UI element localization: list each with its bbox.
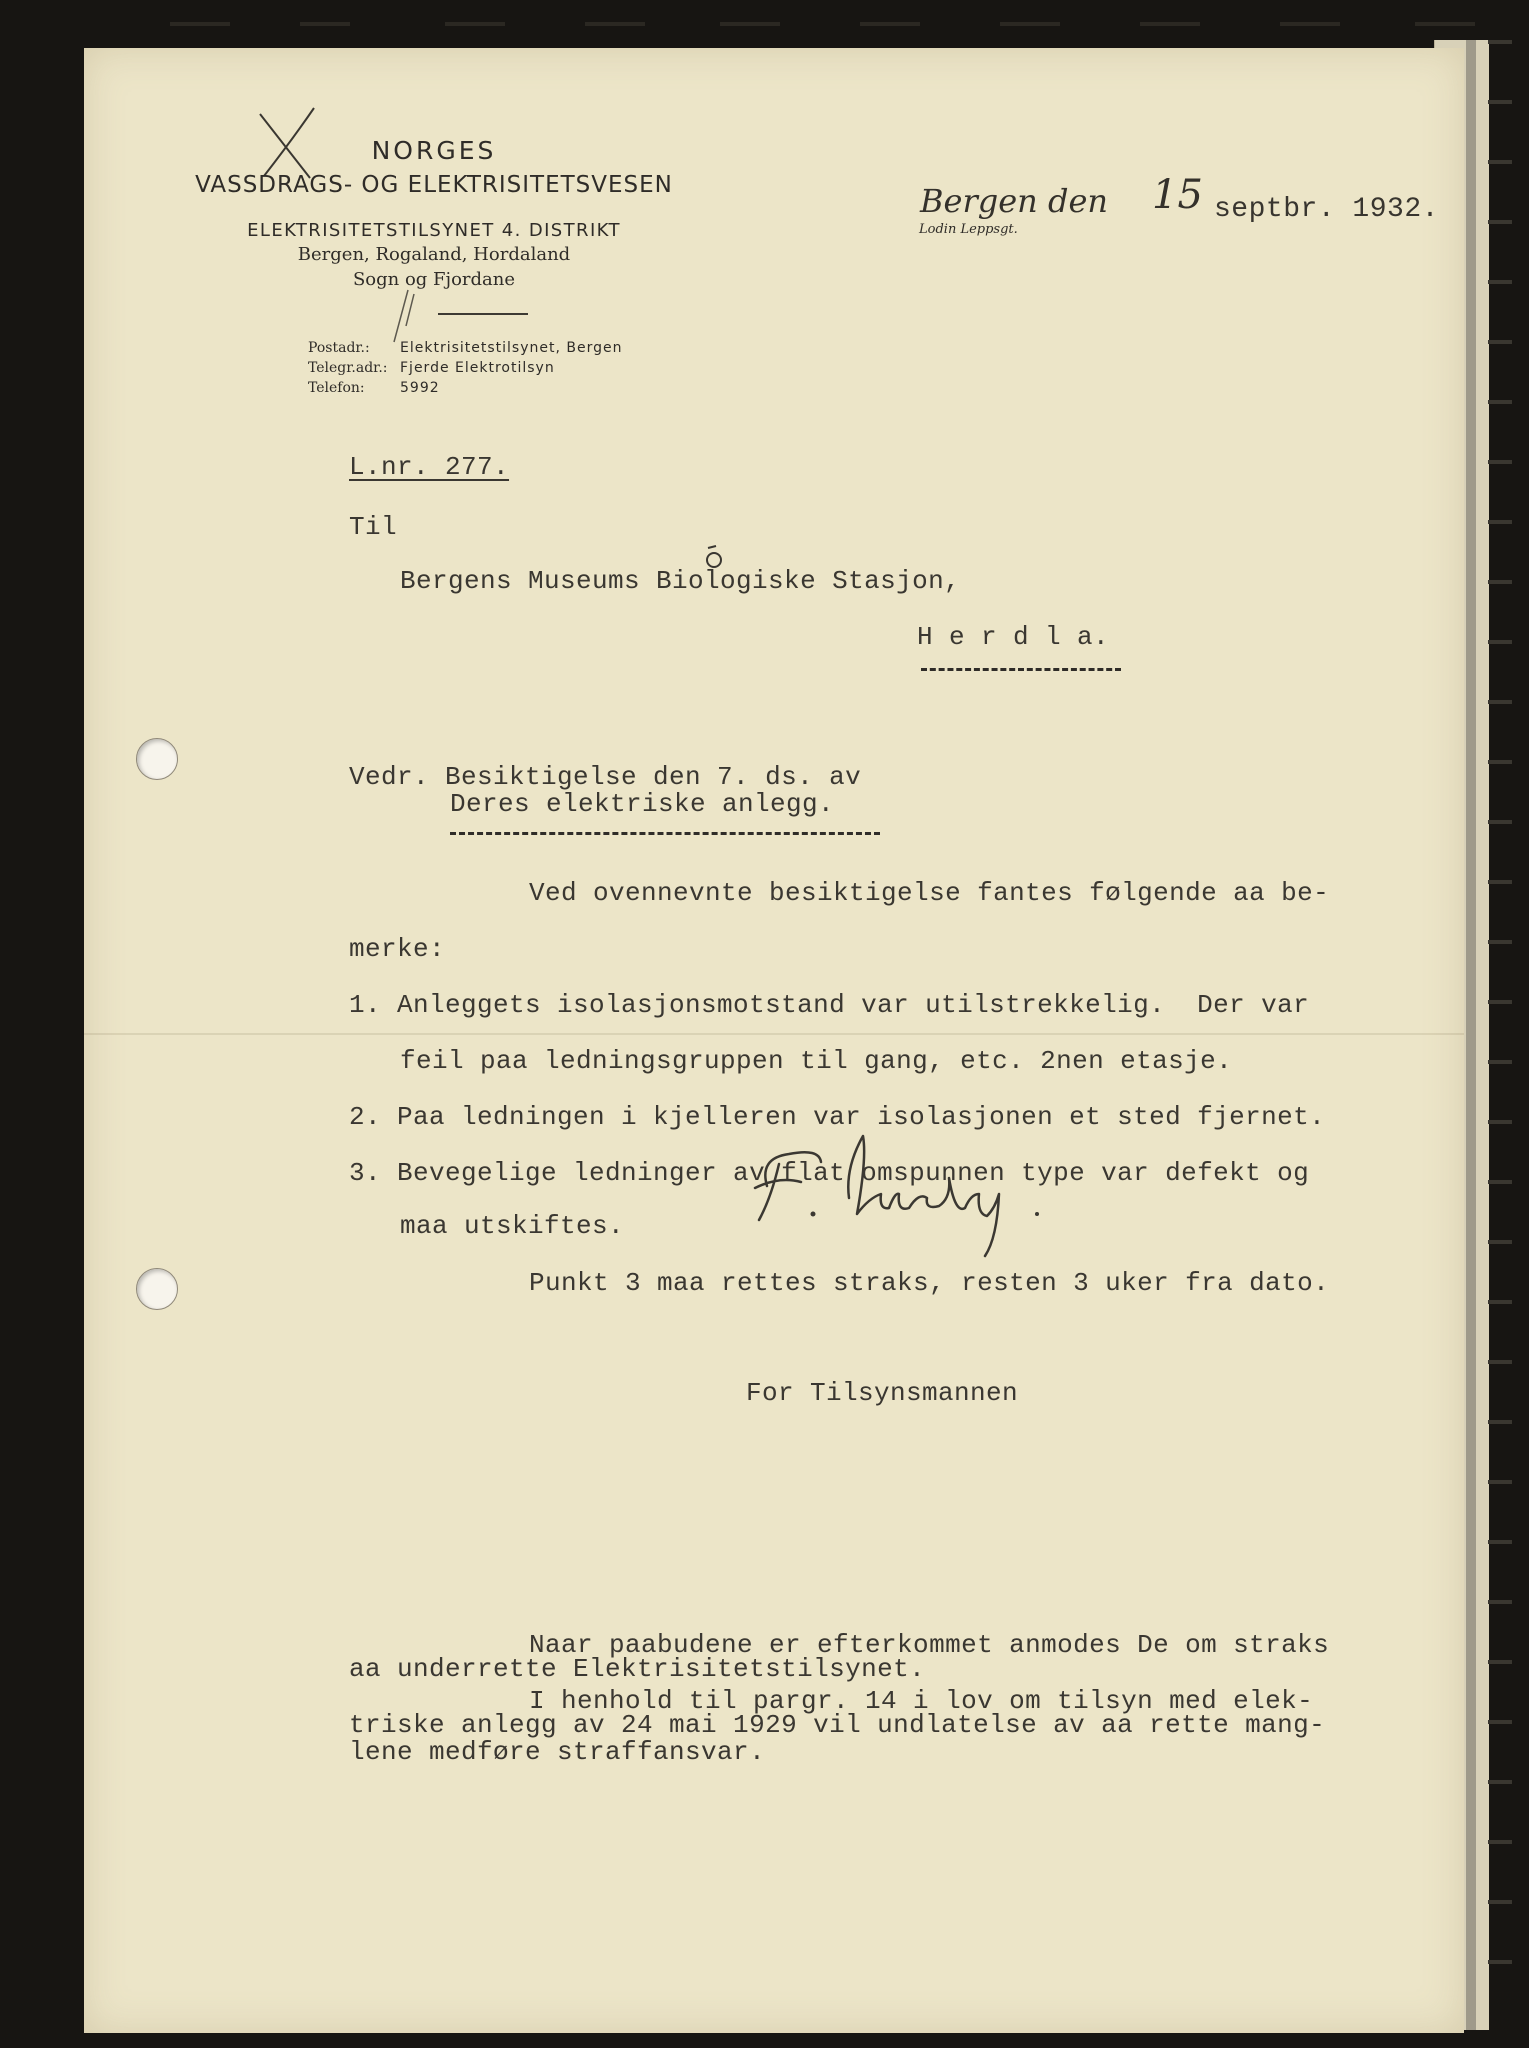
- org-full-name: VASSDRAGS- OG ELEKTRISITETSVESEN: [195, 172, 673, 198]
- intro-line-1: Ved ovennevnte besiktigelse fantes følgende aa be-: [529, 878, 1330, 908]
- right-scale-ticks: [1488, 40, 1512, 2030]
- footer-line-3: I henhold til pargr. 14 i lov om tilsyn med elek-: [529, 1686, 1314, 1716]
- border-dash: [1415, 22, 1475, 26]
- subject-underline: [450, 832, 880, 835]
- footer-line-1: Naar paabudene er efterkommet anmodes De om straks: [529, 1630, 1330, 1660]
- pencil-mark: [384, 286, 424, 346]
- letter-page: [84, 48, 1464, 2033]
- recipient-name: Bergens Museums Biologiske Stasjon,: [400, 566, 961, 596]
- border-dash: [720, 22, 780, 26]
- footer-line-2: aa underrette Elektrisitetstilsynet.: [349, 1654, 926, 1684]
- org-name: NORGES: [371, 136, 497, 165]
- border-dash: [1000, 22, 1060, 26]
- postadr-value: Elektrisitetstilsynet, Bergen: [400, 340, 623, 356]
- telegraph-address: [308, 360, 555, 377]
- recipient-location: H e r d l a.: [917, 622, 1110, 652]
- handwritten-signature: [749, 1128, 1069, 1258]
- reference-number: L.nr. 277.: [349, 452, 510, 482]
- border-dash: [585, 22, 645, 26]
- region-line-2: Sogn og Fjordane: [352, 269, 516, 290]
- postal-address: [308, 340, 622, 357]
- footer-line-5: lene medføre straffansvar.: [349, 1737, 766, 1767]
- region-line-1: Bergen, Rogaland, Hordaland: [297, 244, 571, 265]
- telefon-value: 5992: [400, 380, 440, 396]
- border-dash: [1280, 22, 1340, 26]
- binding-strip: [1466, 40, 1476, 2030]
- item-3-line-1: 3. Bevegelige ledninger av flat omspunnen type var defekt og: [349, 1158, 1310, 1188]
- dateline-place: Bergen den: [920, 182, 1108, 220]
- dateline-street: Lodin Leppsgt.: [919, 222, 1018, 237]
- department-name: ELEKTRISITETSTILSYNET 4. DISTRIKT: [247, 220, 621, 241]
- to-label: Til: [349, 512, 398, 542]
- telegr-label: Telegr.adr.:: [308, 360, 388, 376]
- item-2: 2. Paa ledningen i kjelleren var isolasjonen et sted fjernet.: [349, 1102, 1326, 1132]
- intro-line-2: merke:: [349, 934, 446, 964]
- border-dash: [1140, 22, 1200, 26]
- deadline-note: Punkt 3 maa rettes straks, resten 3 uker fra dato.: [529, 1268, 1330, 1298]
- border-dash: [300, 22, 350, 26]
- dateline-day: 15: [1152, 172, 1203, 218]
- footer-line-4: triske anlegg av 24 mai 1929 vil undlatelse av aa rette mang-: [349, 1710, 1326, 1740]
- subject-line-2: Deres elektriske anlegg.: [450, 789, 835, 819]
- item-1-line-1: 1. Anleggets isolasjonsmotstand var utilstrekkelig. Der var: [349, 990, 1310, 1020]
- border-dash: [445, 22, 505, 26]
- postadr-label: Postadr.:: [308, 340, 370, 356]
- item-1-line-2: feil paa ledningsgruppen til gang, etc. 2nen etasje.: [400, 1046, 1233, 1076]
- closing: For Tilsynsmannen: [746, 1378, 1019, 1408]
- dateline-date: septbr. 1932.: [1214, 194, 1439, 225]
- letterhead-rule: [438, 313, 528, 315]
- punch-hole: [136, 1268, 178, 1310]
- border-dash: [170, 22, 230, 26]
- punch-hole: [136, 738, 178, 780]
- telephone: [308, 380, 440, 397]
- telefon-label: Telefon:: [308, 380, 365, 396]
- telegr-value: Fjerde Elektrotilsyn: [400, 360, 555, 376]
- location-underline: [921, 668, 1121, 671]
- handwritten-o-correction: [700, 544, 730, 572]
- subject-line-1: Vedr. Besiktigelse den 7. ds. av: [349, 762, 862, 792]
- item-3-line-2: maa utskiftes.: [400, 1211, 625, 1241]
- border-dash: [860, 22, 920, 26]
